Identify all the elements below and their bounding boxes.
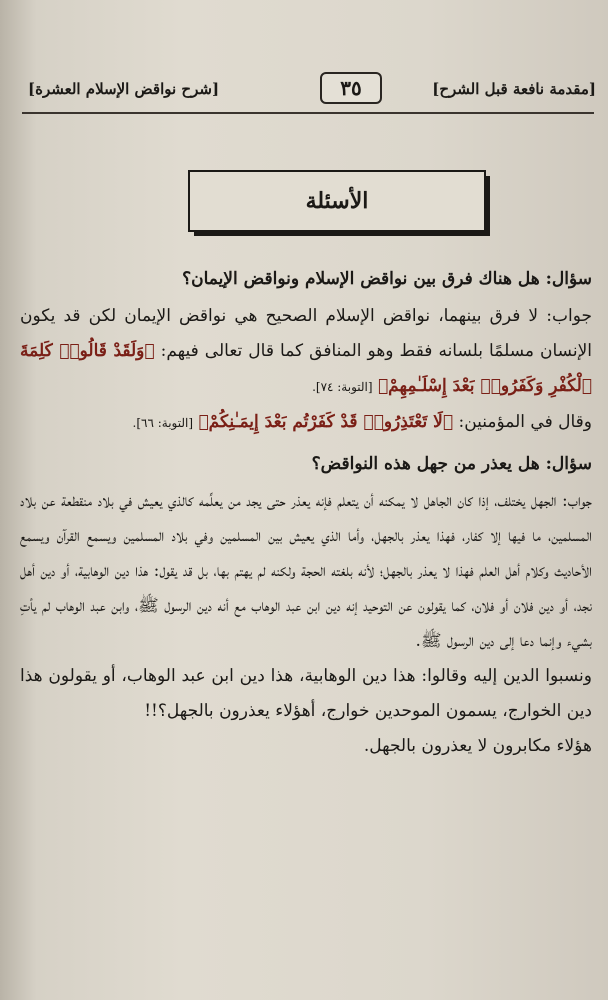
section-title-frame (188, 170, 492, 238)
page-body (20, 262, 592, 764)
believers-intro: وقال في المؤمنين: (458, 412, 592, 432)
running-header (28, 72, 596, 106)
answer-1-continued (20, 405, 592, 441)
answer-2-paragraph-2: ونسبوا الدين إليه وقالوا: هذا دين الوهابية، هذا دين ابن عبد الوهاب، أو يقولون هذا دين الخوارج، يسمون الموحدين خوارج، أهؤلاء يعذرون بالجهل؟!! (20, 666, 592, 721)
header-book-title: [شرح نواقض الإسلام العشرة] (28, 80, 220, 98)
question-1: سؤال: هل هناك فرق بين نواقض الإسلام ونواقض الإيمان؟ (182, 269, 592, 289)
header-section-title: [مقدمة نافعة قبل الشرح] (432, 80, 596, 98)
answer-1 (20, 299, 592, 405)
header-divider (22, 112, 594, 114)
answer-2-paragraph-3: هؤلاء مكابرون لا يعذرون بالجهل. (363, 736, 592, 756)
verse-reference-2: [التوبة: ٦٦]. (132, 416, 194, 430)
page-number: ٣٥ (320, 72, 382, 104)
answer-1-text: جواب: لا فرق بينهما، نواقض الإسلام الصحيح هي نواقض الإيمان لكن قد يكون الإنسان مسلمًا بلسانه فقط وهو المنافق كما قال تعالى فيهم: (20, 306, 592, 361)
quran-verse-1: ﴿وَلَقَدْ قَالُوا۟ كَلِمَةَ ٱلْكُفْرِ وَكَفَرُوا۟ بَعْدَ إِسْلَـٰمِهِمْ﴾ (20, 341, 592, 396)
section-title: الأسئلة (188, 170, 486, 232)
answer-2-paragraph-1: جواب: الجهل يختلف، إذا كان الجاهل لا يمكنه أن يتعلم فإنه يعذر حتى يجد من يعلِّمه كالذي يعيش في بلاد منقطعة عن بلاد المسلمين، ما فيها إلا كفار، فهذا يعذر بالجهل، وأما الذي يعيش بين المسلمين وفي بلاد المسلمين ويسمع القرآن ويسمع الأحاديث وكلام أهل العلم فهذا لا يعذر بالجهل؛ لأنه بلغته الحجة ولكنه لم يهتم بها، بل قد يقول: هذا دين الوهابية، أو دين أهل نجد، أو دين فلان أو فلان، كما يقولون عن التوحيد إنه دين ابن عبد الوهاب مع أنه دين الرسول ﷺ، وابن عبد الوهاب لم يأتِ بشيء وإنما دعا إلى دين الرسول ﷺ. (20, 491, 592, 651)
quran-verse-2: ﴿لَا تَعْتَذِرُوا۟ قَدْ كَفَرْتُم بَعْدَ إِيمَـٰنِكُمْ﴾ (198, 412, 454, 432)
verse-reference-1: [التوبة: ٧٤]. (312, 380, 373, 394)
question-2: سؤال: هل يعذر من جهل هذه النواقض؟ (311, 454, 592, 474)
